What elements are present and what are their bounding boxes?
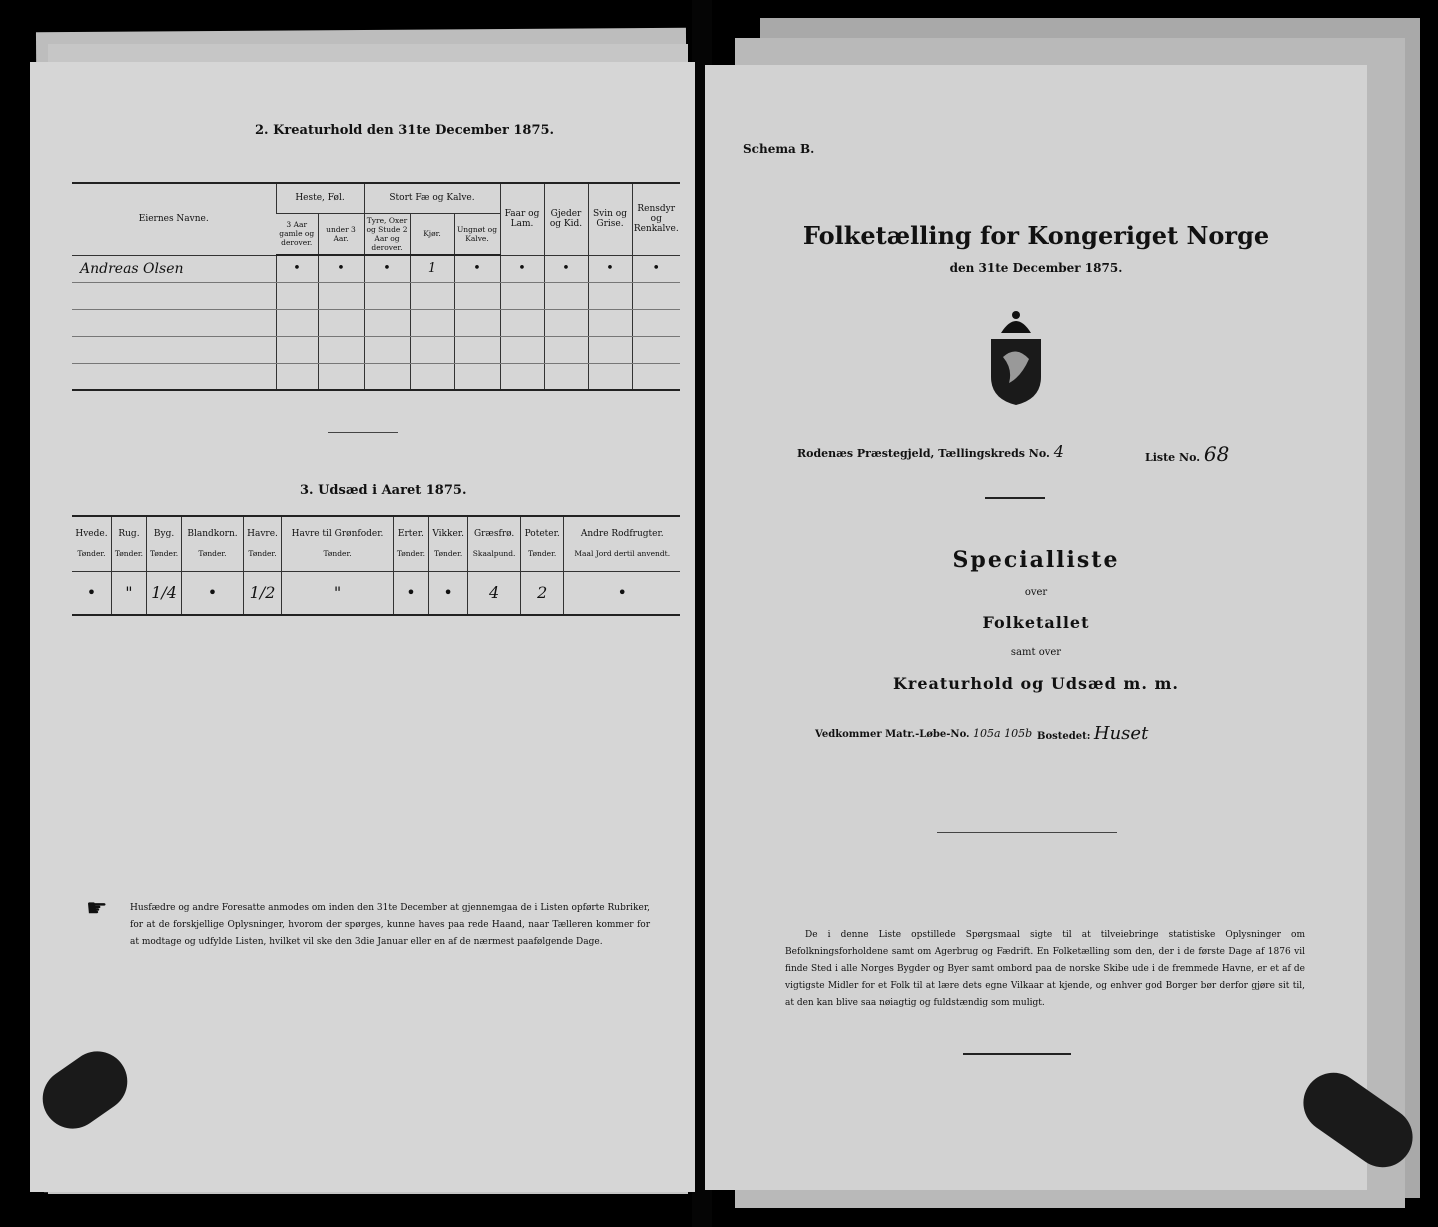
animals-section-title: 2. Kreaturhold den 31te December 1875. — [255, 123, 555, 138]
parish-line — [797, 442, 1064, 461]
divider — [937, 832, 1117, 833]
header-sheep: Faar og Lam. — [500, 183, 544, 255]
table-cell: • — [364, 255, 410, 282]
right-page — [705, 65, 1367, 1190]
folketallet-heading: Folketallet — [982, 613, 1090, 632]
list-number: 68 — [1203, 442, 1230, 466]
seed-table — [72, 515, 680, 616]
table-row — [72, 255, 680, 282]
matr-label: Vedkommer Matr.-Løbe-No. — [815, 729, 970, 740]
table-cell: • — [500, 255, 544, 282]
divider — [985, 497, 1045, 499]
table-cell: • — [454, 255, 500, 282]
subheader-horses-old: 3 Aar gamle og derover. — [276, 213, 318, 255]
seed-header: Poteter. Tønder. — [520, 516, 564, 571]
seed-header: Andre Rodfrugter. Maal Jord dertil anvendt. — [564, 516, 680, 571]
coat-of-arms-icon — [983, 307, 1049, 407]
table-cell: • — [632, 255, 680, 282]
table-row — [72, 309, 680, 336]
header-pigs: Svin og Grise. — [588, 183, 632, 255]
bosted-value: Huset — [1093, 723, 1149, 744]
table-cell: • — [318, 255, 364, 282]
table-cell: • — [428, 571, 467, 615]
header-goats: Gjeder og Kid. — [544, 183, 588, 255]
seed-header: Havre til Grønfoder. Tønder. — [282, 516, 394, 571]
intro-text: De i denne Liste opstillede Spørgsmaal sigte til at tilveiebringe statistiske Oplysninger om Befolkningsforholdene samt om Agerbrug og Fædrift. En Folketælling som den, der i de første Dage af 1876 vil finde Sted i alle Norges Bygder og Byer samt ombord paa de norske Skibe ude i de fremmede Havne, er et af de vigtigste Midler for et Folk til at lære dets egne Vilkaar at kjende, og enhver god Borger bør derfor gjøre sit til, at den kan blive saa nøiagtig og fuldstændig som muligt. — [785, 930, 1305, 1008]
schema-label: Schema B. — [743, 142, 815, 156]
page-title: Folketælling for Kongeriget Norge — [802, 221, 1270, 250]
table-row — [72, 363, 680, 390]
list-label: Liste No. — [1145, 451, 1201, 464]
divider — [328, 432, 398, 433]
matr-value: 105a 105b — [973, 727, 1033, 740]
table-cell: " — [282, 571, 394, 615]
header-horses: Heste, Føl. — [276, 183, 364, 213]
header-cattle: Stort Fæ og Kalve. — [364, 183, 500, 213]
subheader-horses-young: under 3 Aar. — [318, 213, 364, 255]
seed-section-title: 3. Udsæd i Aaret 1875. — [300, 483, 467, 498]
table-cell: • — [276, 255, 318, 282]
table-cell: 1/2 — [243, 571, 281, 615]
seed-header: Græsfrø. Skaalpund. — [468, 516, 521, 571]
subheader-bulls: Tyre, Oxer og Stude 2 Aar og derover. — [364, 213, 410, 255]
district-number: 4 — [1053, 442, 1064, 461]
owner-name: Andreas Olsen — [72, 255, 276, 282]
table-cell: • — [564, 571, 680, 615]
seed-header: Byg. Tønder. — [147, 516, 182, 571]
seed-header: Rug. Tønder. — [111, 516, 146, 571]
table-cell: • — [393, 571, 428, 615]
kreaturhold-heading: Kreaturhold og Udsæd m. m. — [893, 674, 1179, 693]
seed-header: Blandkorn. Tønder. — [182, 516, 244, 571]
parish-label: Rodenæs Præstegjeld, — [797, 447, 935, 460]
table-cell: 1 — [410, 255, 454, 282]
seed-header: Vikker. Tønder. — [428, 516, 467, 571]
bosted-line — [1037, 723, 1148, 744]
livestock-table — [72, 182, 680, 391]
table-cell: " — [111, 571, 146, 615]
header-reindeer: Rensdyr og Renkalve. — [632, 183, 680, 255]
table-cell: 1/4 — [147, 571, 182, 615]
seed-header: Havre. Tønder. — [243, 516, 281, 571]
seed-header: Erter. Tønder. — [393, 516, 428, 571]
left-page — [30, 62, 695, 1192]
census-date: den 31te December 1875. — [949, 261, 1123, 275]
notice-text: Husfædre og andre Foresatte anmodes om inden den 31te December at gjennemgaa de i Listen opførte Rubriker, for at de forskjellige Oplysninger, hvorom der spørges, kunne haves paa rede Haand, naar Tælleren kommer for at modtage og udfylde Listen, hvilket vil ske den 3die Januar eller en af de nærmest paafølgende Dage. — [130, 903, 650, 947]
table-row — [72, 282, 680, 309]
specialliste-heading: Specialliste — [952, 547, 1120, 573]
bosted-label: Bostedet: — [1037, 731, 1091, 742]
table-cell: 4 — [468, 571, 521, 615]
district-label: Tællingskreds No. — [938, 447, 1050, 460]
seed-header: Hvede. Tønder. — [72, 516, 111, 571]
subheader-calves: Ungnøt og Kalve. — [454, 213, 500, 255]
pointing-hand-icon: ☛ — [86, 894, 108, 922]
table-cell: • — [588, 255, 632, 282]
table-row — [72, 571, 680, 615]
matr-line — [815, 727, 1032, 740]
table-row — [72, 336, 680, 363]
samt-over-text: samt over — [1010, 647, 1062, 658]
divider — [963, 1053, 1071, 1055]
header-owner: Eiernes Navne. — [72, 183, 276, 255]
table-cell: • — [182, 571, 244, 615]
list-line — [1145, 442, 1229, 466]
table-cell: • — [544, 255, 588, 282]
table-cell: • — [72, 571, 111, 615]
subheader-cows: Kjør. — [410, 213, 454, 255]
table-cell: 2 — [520, 571, 564, 615]
over-text: over — [1024, 587, 1048, 598]
